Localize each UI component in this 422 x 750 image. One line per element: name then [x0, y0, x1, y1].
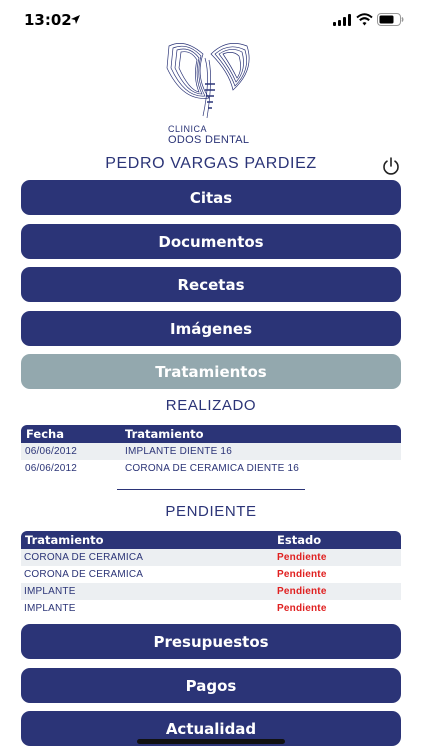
- table-header: [21, 425, 401, 443]
- table-row: [21, 600, 401, 617]
- status-bar: [0, 0, 422, 40]
- realizado-title: REALIZADO: [165, 397, 257, 414]
- table-row: [21, 549, 401, 566]
- table-row: [21, 566, 401, 583]
- tratamientos-button[interactable]: Tratamientos: [21, 354, 401, 389]
- citas-button[interactable]: Citas: [21, 180, 401, 215]
- logo-text-odos-dental: ODOS DENTAL: [168, 134, 250, 146]
- section-divider: [117, 489, 305, 490]
- documentos-button[interactable]: Documentos: [21, 224, 401, 259]
- table-row: [21, 443, 401, 460]
- pendiente-title: PENDIENTE: [165, 503, 257, 520]
- status-time: 13:02: [24, 11, 72, 29]
- recetas-button[interactable]: Recetas: [21, 267, 401, 302]
- row-tratamiento: CORONA DE CERAMICA: [24, 552, 144, 563]
- header-fecha: Fecha: [26, 427, 64, 441]
- status-pendiente: Pendiente: [277, 552, 327, 563]
- status-pendiente: Pendiente: [277, 569, 327, 580]
- home-indicator[interactable]: [137, 739, 285, 744]
- status-pendiente: Pendiente: [277, 603, 327, 614]
- row-tratamiento: IMPLANTE: [24, 586, 76, 597]
- cellular-signal-icon: [333, 14, 352, 26]
- realizado-table: [21, 425, 401, 477]
- power-icon[interactable]: [381, 156, 401, 176]
- row-tratamiento: CORONA DE CERAMICA: [24, 569, 144, 580]
- row-fecha: 06/06/2012: [25, 463, 78, 474]
- actualidad-button[interactable]: Actualidad: [21, 711, 401, 746]
- header-tratamiento: Tratamiento: [125, 427, 204, 441]
- wifi-icon: [356, 13, 373, 26]
- header-estado: Estado: [277, 533, 322, 547]
- logo-text-clinica: CLINICA: [168, 124, 208, 134]
- pagos-button[interactable]: Pagos: [21, 668, 401, 703]
- imagenes-button[interactable]: Imágenes: [21, 311, 401, 346]
- row-fecha: 06/06/2012: [25, 446, 78, 457]
- patient-name: PEDRO VARGAS PARDIEZ: [105, 155, 317, 172]
- presupuestos-button[interactable]: Presupuestos: [21, 624, 401, 659]
- header-tratamiento: Tratamiento: [25, 533, 104, 547]
- battery-icon: [377, 13, 404, 26]
- location-arrow-icon: [70, 14, 81, 25]
- table-row: [21, 583, 401, 600]
- table-row: [21, 460, 401, 477]
- row-tratamiento: CORONA DE CERAMICA DIENTE 16: [125, 463, 299, 474]
- row-tratamiento: IMPLANTE: [24, 603, 76, 614]
- table-header: [21, 531, 401, 549]
- status-pendiente: Pendiente: [277, 586, 327, 597]
- pendiente-table: [21, 531, 401, 617]
- row-tratamiento: IMPLANTE DIENTE 16: [125, 446, 232, 457]
